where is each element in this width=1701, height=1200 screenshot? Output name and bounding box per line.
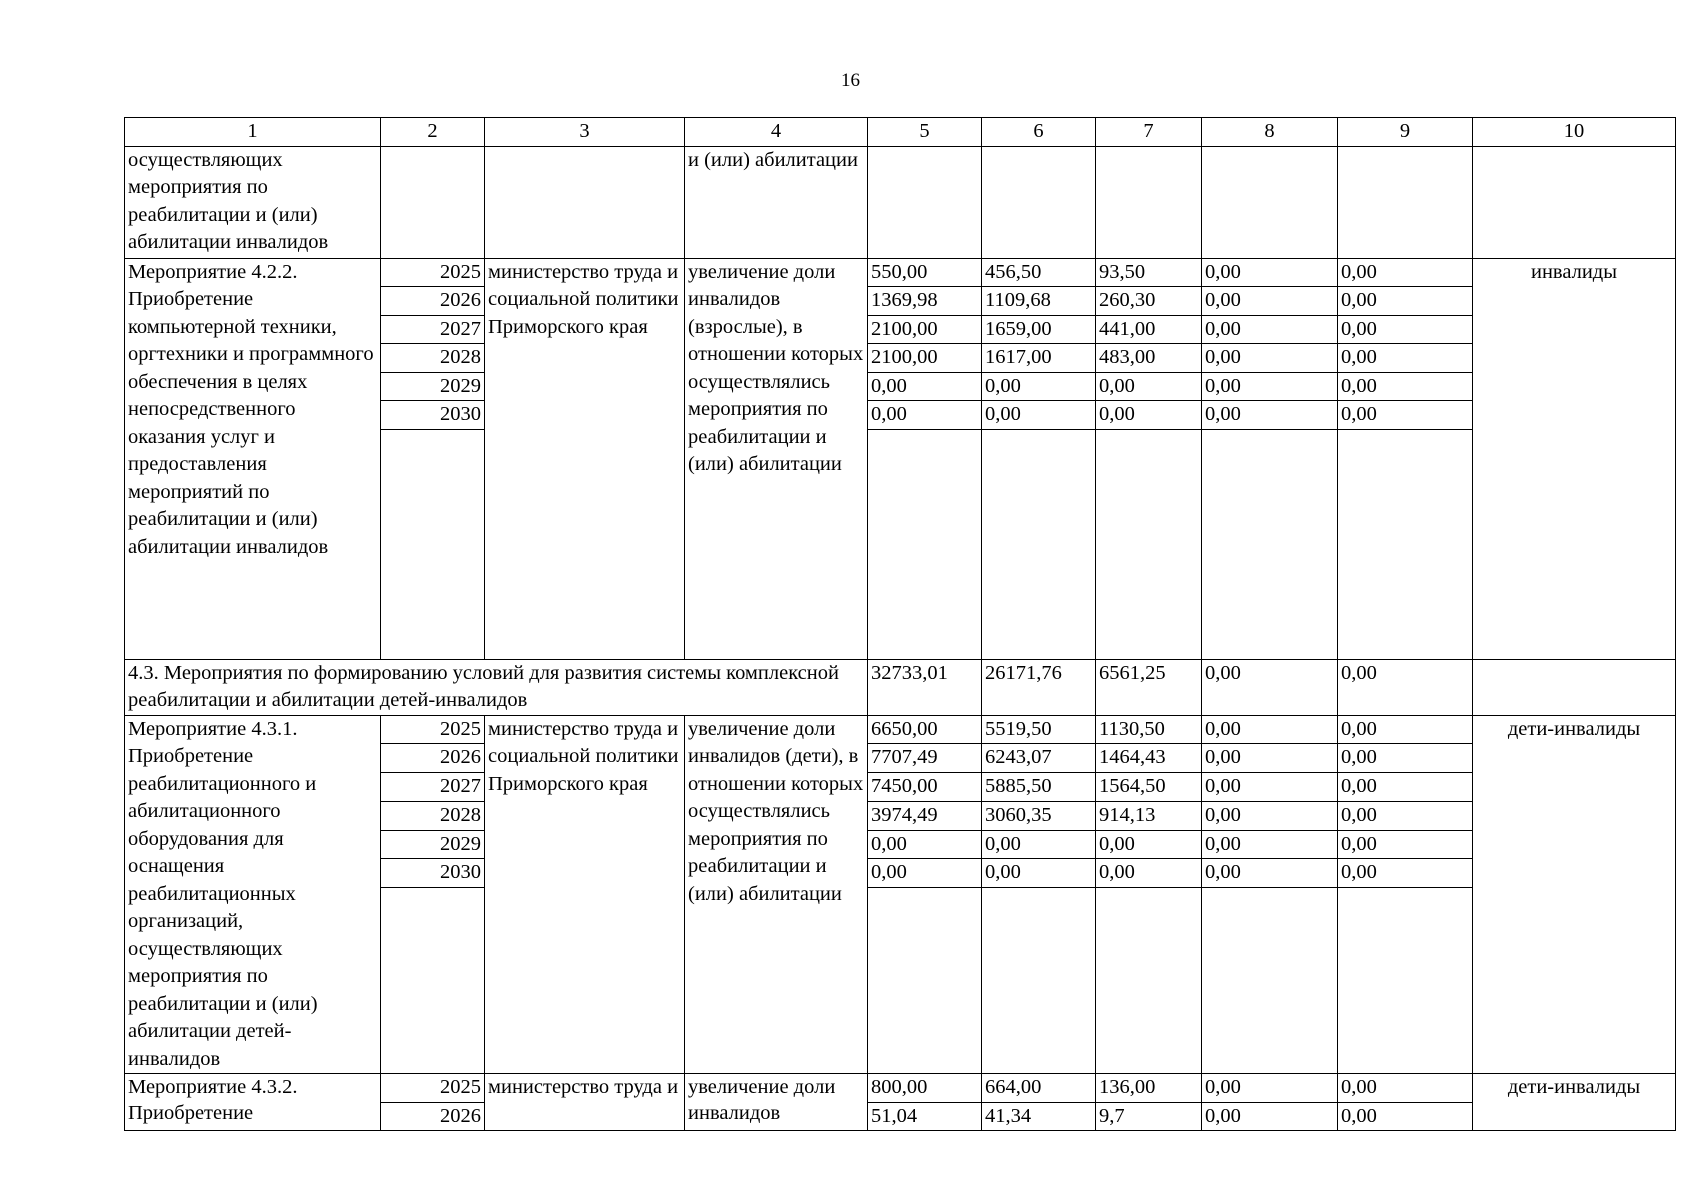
col-header: 4 [685, 118, 868, 147]
value-cell: 5885,50 [982, 773, 1096, 802]
value-cell: 0,00 [868, 401, 982, 430]
year-cell: 2029 [381, 372, 485, 401]
year-cell: 2027 [381, 773, 485, 802]
target-category: дети-инвалиды [1473, 715, 1676, 1074]
value-cell: 2100,00 [868, 315, 982, 344]
value-cell: 0,00 [1338, 344, 1473, 373]
value-cell: 51,04 [868, 1102, 982, 1131]
value-cell: 0,00 [1202, 859, 1338, 888]
measure-title-cont: осуществляющих мероприятия по реабилитации и (или) абилитации инвалидов [125, 146, 381, 258]
col-header: 7 [1096, 118, 1202, 147]
program-table [124, 117, 1676, 1131]
value-cell: 0,00 [982, 830, 1096, 859]
value-cell: 0,00 [1202, 344, 1338, 373]
value-cell: 800,00 [868, 1074, 982, 1103]
col-header: 10 [1473, 118, 1676, 147]
executor: министерство труда и социальной политики Приморского края [485, 258, 685, 659]
value-cell: 0,00 [868, 372, 982, 401]
header-row [125, 118, 1676, 147]
target-category: дети-инвалиды [1473, 1074, 1676, 1131]
year-cell: 2025 [381, 258, 485, 287]
measure-title: Мероприятие 4.2.2. Приобретение компьютерной техники, оргтехники и программного обеспечения в целях непосредственного оказания услуг и предоставления мероприятий по реабилитации и (или) абилитации инвалидов [125, 258, 381, 659]
value-cell: 0,00 [1202, 1102, 1338, 1131]
group-value: 26171,76 [982, 659, 1096, 715]
indicator: увеличение доли инвалидов [685, 1074, 868, 1131]
indicator: увеличение доли инвалидов (дети), в отношении которых осуществлялись мероприятия по реабилитации и (или) абилитации [685, 715, 868, 1074]
value-cell: 456,50 [982, 258, 1096, 287]
group-value: 32733,01 [868, 659, 982, 715]
year-cell: 2025 [381, 715, 485, 744]
value-cell: 0,00 [1338, 715, 1473, 744]
value-cell: 1109,68 [982, 287, 1096, 316]
table-row [125, 715, 1676, 744]
value-cell: 0,00 [1338, 859, 1473, 888]
value-cell: 0,00 [1202, 715, 1338, 744]
value-cell: 6650,00 [868, 715, 982, 744]
value-cell: 664,00 [982, 1074, 1096, 1103]
group-value: 6561,25 [1096, 659, 1202, 715]
value-cell: 0,00 [1202, 1074, 1338, 1103]
value-cell: 0,00 [982, 372, 1096, 401]
indicator-cont: и (или) абилитации [685, 146, 868, 258]
year-cell: 2026 [381, 287, 485, 316]
col-header: 5 [868, 118, 982, 147]
value-cell: 0,00 [1338, 315, 1473, 344]
measure-title: Мероприятие 4.3.2. Приобретение [125, 1074, 381, 1131]
value-cell: 0,00 [1338, 773, 1473, 802]
table-row [125, 258, 1676, 287]
value-cell: 260,30 [1096, 287, 1202, 316]
year-cell: 2028 [381, 801, 485, 830]
col-header: 2 [381, 118, 485, 147]
value-cell: 0,00 [1202, 287, 1338, 316]
value-cell: 483,00 [1096, 344, 1202, 373]
value-cell: 93,50 [1096, 258, 1202, 287]
value-cell: 0,00 [1338, 744, 1473, 773]
value-cell: 0,00 [1202, 773, 1338, 802]
col-header: 1 [125, 118, 381, 147]
value-cell: 0,00 [1338, 830, 1473, 859]
page-number: 16 [841, 70, 860, 91]
col-header: 9 [1338, 118, 1473, 147]
value-cell: 3974,49 [868, 801, 982, 830]
measure-title: Мероприятие 4.3.1. Приобретение реабилитационного и абилитационного оборудования для оснащения реабилитационных организаций, осуществляющих мероприятия по реабилитации и (или) абилитации детей-инвалидов [125, 715, 381, 1074]
value-cell: 9,7 [1096, 1102, 1202, 1131]
value-cell: 0,00 [1202, 315, 1338, 344]
value-cell: 1564,50 [1096, 773, 1202, 802]
value-cell: 0,00 [1202, 801, 1338, 830]
value-cell: 0,00 [1338, 801, 1473, 830]
value-cell: 0,00 [1096, 830, 1202, 859]
value-cell: 136,00 [1096, 1074, 1202, 1103]
value-cell: 0,00 [1338, 401, 1473, 430]
target-category: инвалиды [1473, 258, 1676, 659]
group-row [125, 659, 1676, 715]
continuation-row [125, 146, 1676, 258]
group-value: 0,00 [1338, 659, 1473, 715]
value-cell: 3060,35 [982, 801, 1096, 830]
value-cell: 0,00 [1202, 401, 1338, 430]
value-cell: 41,34 [982, 1102, 1096, 1131]
value-cell: 0,00 [1202, 830, 1338, 859]
value-cell: 0,00 [1096, 859, 1202, 888]
col-header: 3 [485, 118, 685, 147]
value-cell: 1464,43 [1096, 744, 1202, 773]
table-row [125, 1074, 1676, 1103]
year-cell: 2030 [381, 401, 485, 430]
year-cell: 2027 [381, 315, 485, 344]
value-cell: 7450,00 [868, 773, 982, 802]
value-cell: 0,00 [1338, 372, 1473, 401]
value-cell: 0,00 [1338, 258, 1473, 287]
group-value: 0,00 [1202, 659, 1338, 715]
value-cell: 0,00 [1096, 372, 1202, 401]
executor: министерство труда и социальной политики Приморского края [485, 715, 685, 1074]
indicator: увеличение доли инвалидов (взрослые), в отношении которых осуществлялись мероприятия по реабилитации и (или) абилитации [685, 258, 868, 659]
value-cell: 0,00 [1202, 258, 1338, 287]
value-cell: 0,00 [868, 859, 982, 888]
year-cell: 2030 [381, 859, 485, 888]
executor: министерство труда и [485, 1074, 685, 1131]
value-cell: 441,00 [1096, 315, 1202, 344]
value-cell: 2100,00 [868, 344, 982, 373]
value-cell: 0,00 [868, 830, 982, 859]
value-cell: 1130,50 [1096, 715, 1202, 744]
value-cell: 1369,98 [868, 287, 982, 316]
col-header: 8 [1202, 118, 1338, 147]
year-cell: 2026 [381, 744, 485, 773]
col-header: 6 [982, 118, 1096, 147]
year-cell: 2025 [381, 1074, 485, 1103]
year-cell: 2026 [381, 1102, 485, 1131]
value-cell: 0,00 [1096, 401, 1202, 430]
value-cell: 0,00 [1202, 372, 1338, 401]
value-cell: 5519,50 [982, 715, 1096, 744]
value-cell: 914,13 [1096, 801, 1202, 830]
value-cell: 550,00 [868, 258, 982, 287]
value-cell: 6243,07 [982, 744, 1096, 773]
value-cell: 0,00 [1202, 744, 1338, 773]
value-cell: 1659,00 [982, 315, 1096, 344]
value-cell: 7707,49 [868, 744, 982, 773]
value-cell: 0,00 [1338, 1102, 1473, 1131]
group-title: 4.3. Мероприятия по формированию условий для развития системы комплексной реабилитации и абилитации детей-инвалидов [125, 659, 868, 715]
year-cell: 2028 [381, 344, 485, 373]
value-cell: 0,00 [1338, 287, 1473, 316]
value-cell: 0,00 [1338, 1074, 1473, 1103]
value-cell: 0,00 [982, 859, 1096, 888]
year-cell: 2029 [381, 830, 485, 859]
value-cell: 1617,00 [982, 344, 1096, 373]
value-cell: 0,00 [982, 401, 1096, 430]
